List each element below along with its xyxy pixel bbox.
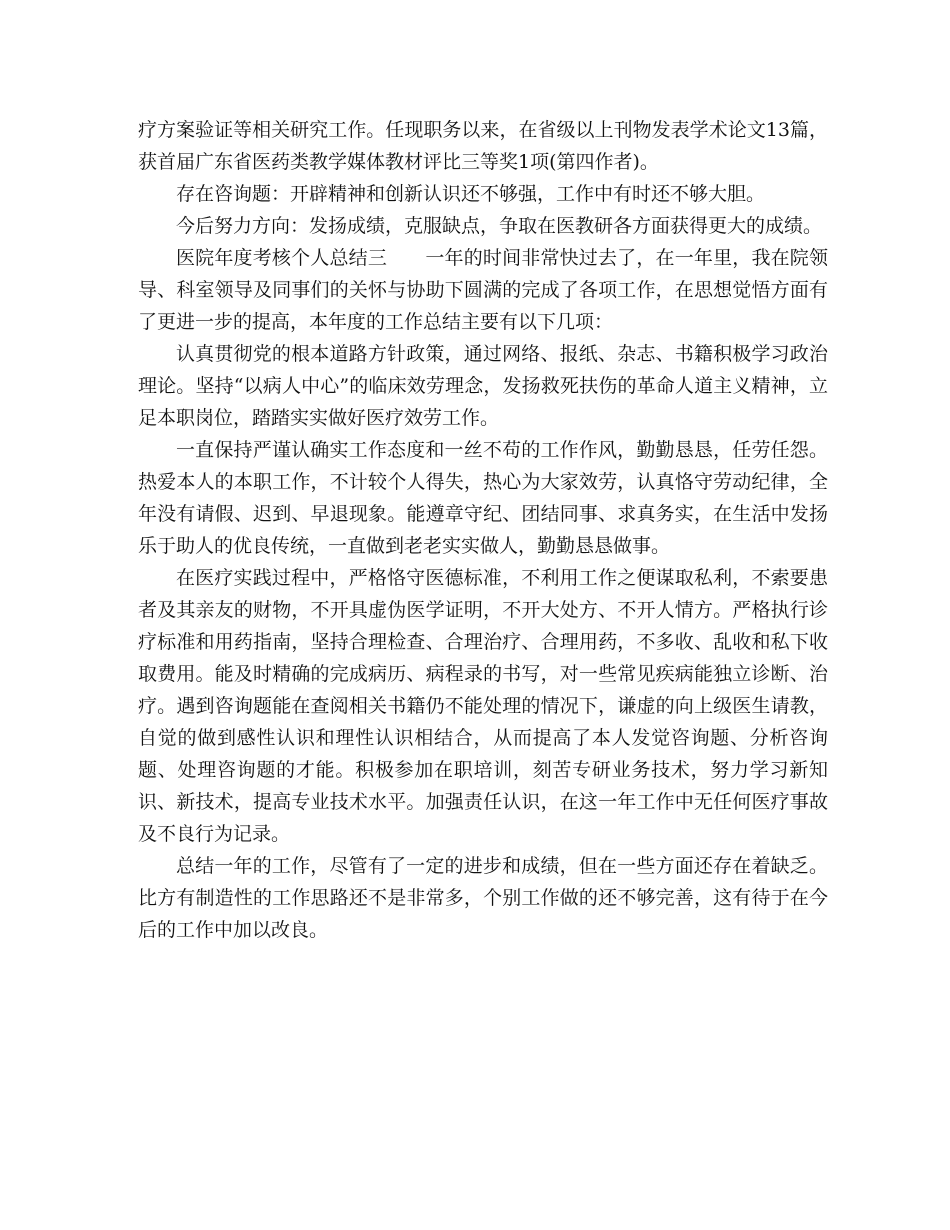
paragraph-summary-three-intro: 医院年度考核个人总结三 一年的时间非常快过去了，在一年里，我在院领导、科室领导及同事们的关怀与协助下圆满的完成了各项工作，在思想觉悟方面有了更进一步的提高，本年度的工作总结主要有以下几项： [138,247,828,333]
document-body [138,114,828,946]
paragraph-work-attitude: 一直保持严谨认确实工作态度和一丝不苟的工作作风，勤勤恳恳，任劳任怨。热爱本人的本职工作，不计较个人得失，热心为大家效劳，认真恪守劳动纪律，全年没有请假、迟到、早退现象。能遵章守纪、团结同事、求真务实，在生活中发扬乐于助人的优良传统，一直做到老老实实做人，勤勤恳恳做事。 [138,439,828,557]
paragraph-continuation: 疗方案验证等相关研究工作。任现职务以来，在省级以上刊物发表学术论文13篇，获首届广东省医药类教学媒体教材评比三等奖1项(第四作者)。 [138,119,828,173]
paragraph-future-direction: 今后努力方向：发扬成绩，克服缺点，争取在医教研各方面获得更大的成绩。 [176,215,823,237]
paragraph-policy-study: 认真贯彻党的根本道路方针政策，通过网络、报纸、杂志、书籍积极学习政治理论。坚持“以病人中心”的临床效劳理念，发扬救死扶伤的革命人道主义精神，立足本职岗位，踏踏实实做好医疗效劳工作。 [138,343,828,429]
paragraph-issues: 存在咨询题：开辟精神和创新认识还不够强，工作中有时还不够大胆。 [176,183,766,205]
paragraph-medical-practice: 在医疗实践过程中，严格恪守医德标准，不利用工作之便谋取私利，不索要患者及其亲友的财物，不开具虚伪医学证明，不开大处方、不开人情方。严格执行诊疗标准和用药指南，坚持合理检查、合理治疗、合理用药，不多收、乱收和私下收取费用。能及时精确的完成病历、病程录的书写，对一些常见疾病能独立诊断、治疗。遇到咨询题能在查阅相关书籍仍不能处理的情况下，谦虚的向上级医生请教，自觉的做到感性认识和理性认识相结合，从而提高了本人发觉咨询题、分析咨询题、处理咨询题的才能。积极参加在职培训，刻苦专研业务技术，努力学习新知识、新技术，提高专业技术水平。加强责任认识，在这一年工作中无任何医疗事故及不良行为记录。 [138,567,828,845]
paragraph-conclusion: 总结一年的工作，尽管有了一定的进步和成绩，但在一些方面还存在着缺乏。比方有制造性的工作思路还不是非常多，个别工作做的还不够完善，这有待于在今后的工作中加以改良。 [138,855,828,941]
